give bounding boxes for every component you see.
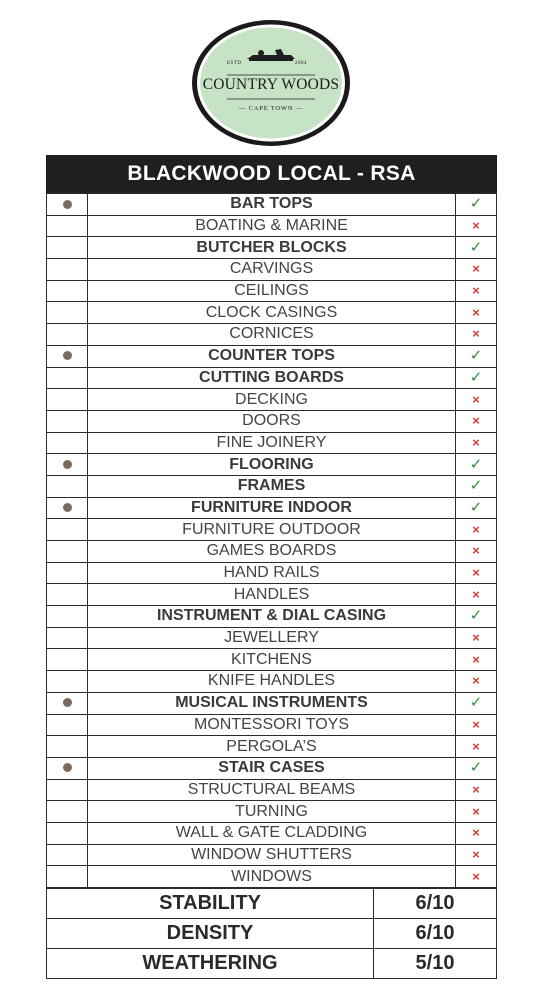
cross-icon: × (472, 673, 480, 689)
sheet-title: BLACKWOOD LOCAL - RSA (46, 155, 497, 193)
check-icon: ✓ (469, 238, 483, 256)
dot-cell (47, 671, 88, 693)
use-name: HANDLES (88, 584, 456, 606)
table-row (47, 692, 497, 714)
cross-icon: × (472, 586, 480, 602)
use-name: BOATING & MARINE (88, 215, 456, 237)
suitability-cell (456, 410, 497, 432)
use-name: KITCHENS (88, 649, 456, 671)
use-name: MONTESSORI TOYS (88, 714, 456, 736)
cross-icon: × (472, 846, 480, 862)
table-row (47, 757, 497, 779)
cross-icon: × (472, 261, 480, 277)
suitability-cell (456, 280, 497, 302)
use-name: HAND RAILS (88, 562, 456, 584)
rating-row (47, 919, 497, 949)
use-name: FRAMES (88, 475, 456, 497)
table-row (47, 671, 497, 693)
use-name: KNIFE HANDLES (88, 671, 456, 693)
suitability-cell (456, 497, 497, 519)
suitability-cell (456, 606, 497, 628)
suitability-cell (456, 194, 497, 216)
use-name: INSTRUMENT & DIAL CASING (88, 606, 456, 628)
dot-cell (47, 410, 88, 432)
check-icon: ✓ (469, 195, 483, 213)
dot-cell (47, 280, 88, 302)
suitability-cell (456, 454, 497, 476)
table-row (47, 779, 497, 801)
table-row (47, 345, 497, 367)
dot-cell (47, 194, 88, 216)
table-row (47, 389, 497, 411)
use-name: STRUCTURAL BEAMS (88, 779, 456, 801)
rating-label: DENSITY (47, 919, 374, 949)
table-row (47, 866, 497, 888)
suitability-cell (456, 562, 497, 584)
use-name: FURNITURE OUTDOOR (88, 519, 456, 541)
table-row (47, 302, 497, 324)
dot-cell (47, 779, 88, 801)
table-row (47, 367, 497, 389)
check-icon: ✓ (469, 347, 483, 365)
company-logo (191, 19, 351, 147)
table-row (47, 801, 497, 823)
table-row (47, 822, 497, 844)
table-row (47, 454, 497, 476)
cross-icon: × (472, 781, 480, 797)
table-row (47, 475, 497, 497)
use-name: TURNING (88, 801, 456, 823)
dot-cell (47, 519, 88, 541)
table-row (47, 606, 497, 628)
use-name: GAMES BOARDS (88, 541, 456, 563)
bullet-dot-icon (63, 698, 72, 707)
table-row (47, 844, 497, 866)
use-name: BUTCHER BLOCKS (88, 237, 456, 259)
dot-cell (47, 757, 88, 779)
table-row (47, 324, 497, 346)
suitability-cell (456, 866, 497, 888)
dot-cell (47, 475, 88, 497)
suitability-cell (456, 259, 497, 281)
dot-cell (47, 801, 88, 823)
dot-cell (47, 432, 88, 454)
use-name: MUSICAL INSTRUMENTS (88, 692, 456, 714)
bullet-dot-icon (63, 200, 72, 209)
suitability-cell (456, 692, 497, 714)
use-name: WALL & GATE CLADDING (88, 822, 456, 844)
cross-icon: × (472, 283, 480, 299)
suitability-cell (456, 432, 497, 454)
table-row (47, 259, 497, 281)
rating-label: WEATHERING (47, 949, 374, 979)
suitability-cell (456, 736, 497, 758)
logo-year: 2004 (295, 61, 307, 66)
cross-icon: × (472, 521, 480, 537)
use-name: FURNITURE INDOOR (88, 497, 456, 519)
dot-cell (47, 627, 88, 649)
dot-cell (47, 324, 88, 346)
wood-usage-sheet (46, 155, 497, 979)
check-icon: ✓ (469, 498, 483, 516)
use-name: DOORS (88, 410, 456, 432)
rating-value: 6/10 (374, 889, 497, 919)
use-name: PERGOLA’S (88, 736, 456, 758)
dot-cell (47, 345, 88, 367)
ratings-table (46, 888, 497, 979)
use-name: CUTTING BOARDS (88, 367, 456, 389)
check-icon: ✓ (469, 607, 483, 625)
dot-cell (47, 302, 88, 324)
cross-icon: × (472, 434, 480, 450)
dot-cell (47, 844, 88, 866)
cross-icon: × (472, 304, 480, 320)
rating-row (47, 949, 497, 979)
use-name: JEWELLERY (88, 627, 456, 649)
bullet-dot-icon (63, 503, 72, 512)
suitability-cell (456, 237, 497, 259)
cross-icon: × (472, 326, 480, 342)
cross-icon: × (472, 391, 480, 407)
suitability-cell (456, 779, 497, 801)
suitability-cell (456, 302, 497, 324)
rating-row (47, 889, 497, 919)
table-row (47, 237, 497, 259)
cross-icon: × (472, 413, 480, 429)
dot-cell (47, 562, 88, 584)
cross-icon: × (472, 651, 480, 667)
dot-cell (47, 692, 88, 714)
dot-cell (47, 649, 88, 671)
use-name: CORNICES (88, 324, 456, 346)
dot-cell (47, 736, 88, 758)
dot-cell (47, 215, 88, 237)
check-icon: ✓ (469, 759, 483, 777)
use-name: CARVINGS (88, 259, 456, 281)
logo-estd: ESTD (227, 61, 242, 66)
rating-value: 6/10 (374, 919, 497, 949)
suitability-cell (456, 345, 497, 367)
logo-city: — CAPE TOWN — (238, 105, 304, 112)
suitability-cell (456, 822, 497, 844)
suitability-cell (456, 627, 497, 649)
dot-cell (47, 389, 88, 411)
cross-icon: × (472, 738, 480, 754)
table-row (47, 194, 497, 216)
cross-icon: × (472, 825, 480, 841)
dot-cell (47, 541, 88, 563)
dot-cell (47, 606, 88, 628)
suitability-cell (456, 714, 497, 736)
cross-icon: × (472, 565, 480, 581)
use-name: FLOORING (88, 454, 456, 476)
suitability-cell (456, 215, 497, 237)
use-name: CLOCK CASINGS (88, 302, 456, 324)
suitability-cell (456, 367, 497, 389)
table-row (47, 736, 497, 758)
table-row (47, 541, 497, 563)
table-row (47, 562, 497, 584)
cross-icon: × (472, 716, 480, 732)
suitability-cell (456, 584, 497, 606)
cross-icon: × (472, 543, 480, 559)
suitability-cell (456, 757, 497, 779)
use-name: STAIR CASES (88, 757, 456, 779)
suitability-cell (456, 389, 497, 411)
cross-icon: × (472, 868, 480, 884)
check-icon: ✓ (469, 368, 483, 386)
table-row (47, 410, 497, 432)
suitability-cell (456, 801, 497, 823)
dot-cell (47, 497, 88, 519)
table-row (47, 627, 497, 649)
dot-cell (47, 822, 88, 844)
use-name: BAR TOPS (88, 194, 456, 216)
check-icon: ✓ (469, 694, 483, 712)
logo-name: COUNTRY WOODS (202, 76, 340, 93)
table-row (47, 280, 497, 302)
dot-cell (47, 454, 88, 476)
bullet-dot-icon (63, 460, 72, 469)
bullet-dot-icon (63, 763, 72, 772)
cross-icon: × (472, 630, 480, 646)
check-icon: ✓ (469, 477, 483, 495)
use-name: WINDOWS (88, 866, 456, 888)
rating-label: STABILITY (47, 889, 374, 919)
table-row (47, 497, 497, 519)
use-name: CEILINGS (88, 280, 456, 302)
suitability-cell (456, 671, 497, 693)
suitability-cell (456, 324, 497, 346)
bullet-dot-icon (63, 351, 72, 360)
table-row (47, 584, 497, 606)
use-name: FINE JOINERY (88, 432, 456, 454)
use-name: DECKING (88, 389, 456, 411)
use-name: WINDOW SHUTTERS (88, 844, 456, 866)
table-row (47, 432, 497, 454)
table-row (47, 714, 497, 736)
cross-icon: × (472, 803, 480, 819)
uses-table (46, 193, 497, 888)
table-row (47, 215, 497, 237)
cross-icon: × (472, 218, 480, 234)
dot-cell (47, 866, 88, 888)
dot-cell (47, 714, 88, 736)
dot-cell (47, 584, 88, 606)
suitability-cell (456, 649, 497, 671)
suitability-cell (456, 475, 497, 497)
dot-cell (47, 367, 88, 389)
check-icon: ✓ (469, 455, 483, 473)
use-name: COUNTER TOPS (88, 345, 456, 367)
rating-value: 5/10 (374, 949, 497, 979)
suitability-cell (456, 844, 497, 866)
dot-cell (47, 237, 88, 259)
suitability-cell (456, 541, 497, 563)
suitability-cell (456, 519, 497, 541)
table-row (47, 519, 497, 541)
table-row (47, 649, 497, 671)
dot-cell (47, 259, 88, 281)
